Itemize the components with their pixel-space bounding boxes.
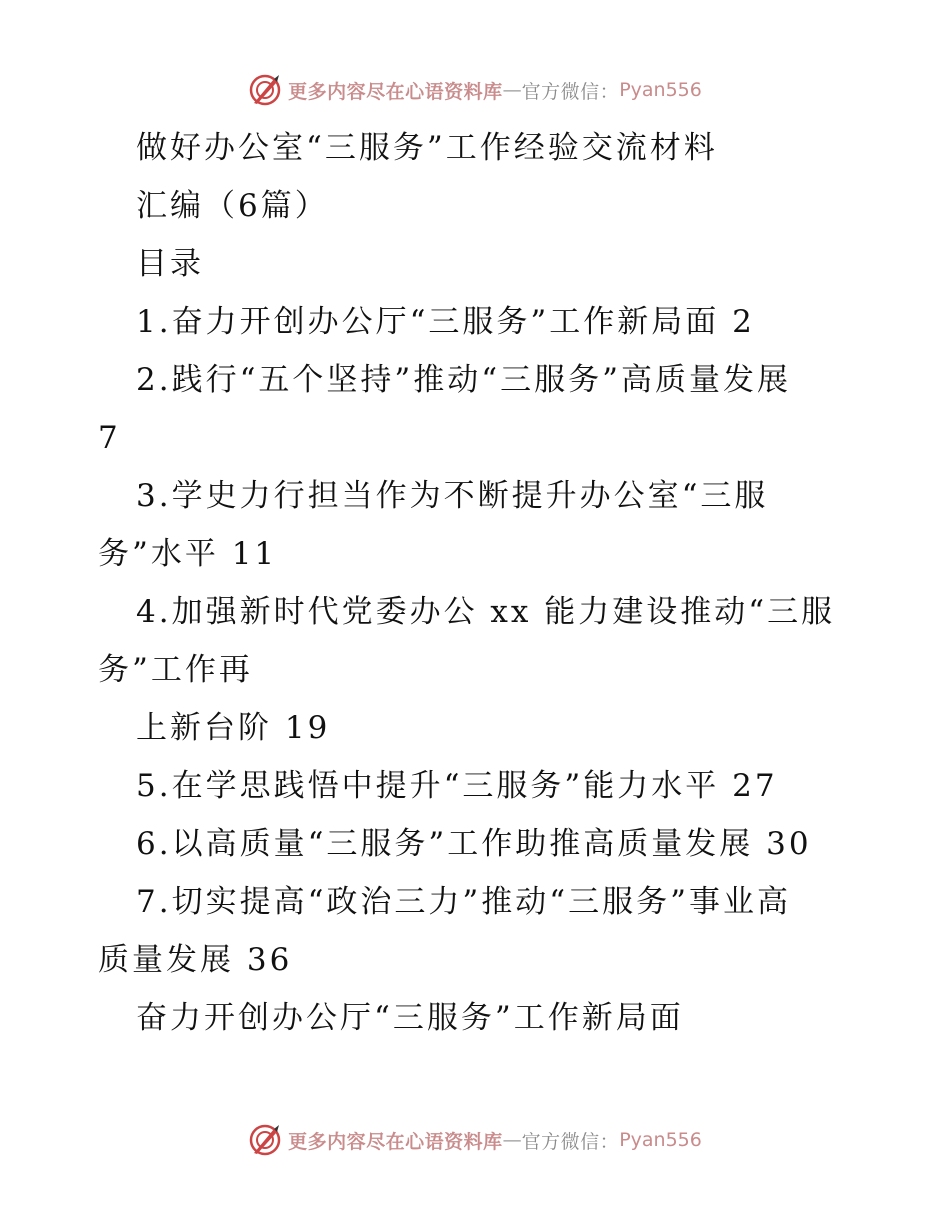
watermark-id: Pyan556 (619, 79, 702, 101)
watermark-id: Pyan556 (619, 1129, 702, 1151)
toc-item-5: 5.在学思践悟中提升“三服务”能力水平 27 (136, 768, 778, 804)
toc-item-4-cont: 务”工作再 (98, 652, 253, 688)
section-heading: 奋力开创办公厅“三服务”工作新局面 (136, 1000, 684, 1036)
watermark-separator: — (502, 79, 522, 101)
watermark-separator: — (502, 1129, 522, 1151)
quill-logo-icon (248, 1123, 282, 1157)
watermark-text: 更多内容尽在心语资料库 (288, 80, 503, 103)
watermark-contact: 官方微信： (521, 1130, 620, 1153)
toc-item-3: 3.学史力行担当作为不断提升办公室“三服 (136, 478, 769, 514)
toc-heading: 目录 (136, 246, 204, 282)
toc-item-2: 2.践行“五个坚持”推动“三服务”高质量发展 (136, 362, 791, 398)
watermark-banner-top (0, 70, 950, 110)
toc-item-7: 7.切实提高“政治三力”推动“三服务”事业高 (136, 884, 791, 920)
quill-logo-icon (248, 73, 282, 107)
toc-item-1: 1.奋力开创办公厅“三服务”工作新局面 2 (136, 304, 755, 340)
toc-item-7-cont: 质量发展 36 (98, 942, 293, 978)
toc-item-3-cont: 务”水平 11 (98, 536, 278, 572)
watermark-contact: 官方微信： (521, 80, 620, 103)
toc-item-2-cont: 7 (98, 420, 121, 456)
toc-item-4: 4.加强新时代党委办公 xx 能力建设推动“三服 (136, 594, 836, 630)
watermark-text: 更多内容尽在心语资料库 (288, 1130, 503, 1153)
document-title-line-2: 汇编（6篇） (136, 188, 329, 224)
toc-item-4-cont-2: 上新台阶 19 (136, 710, 331, 746)
document-title-line-1: 做好办公室“三服务”工作经验交流材料 (136, 130, 718, 166)
watermark-banner-bottom (0, 1120, 950, 1160)
toc-item-6: 6.以高质量“三服务”工作助推高质量发展 30 (136, 826, 812, 862)
